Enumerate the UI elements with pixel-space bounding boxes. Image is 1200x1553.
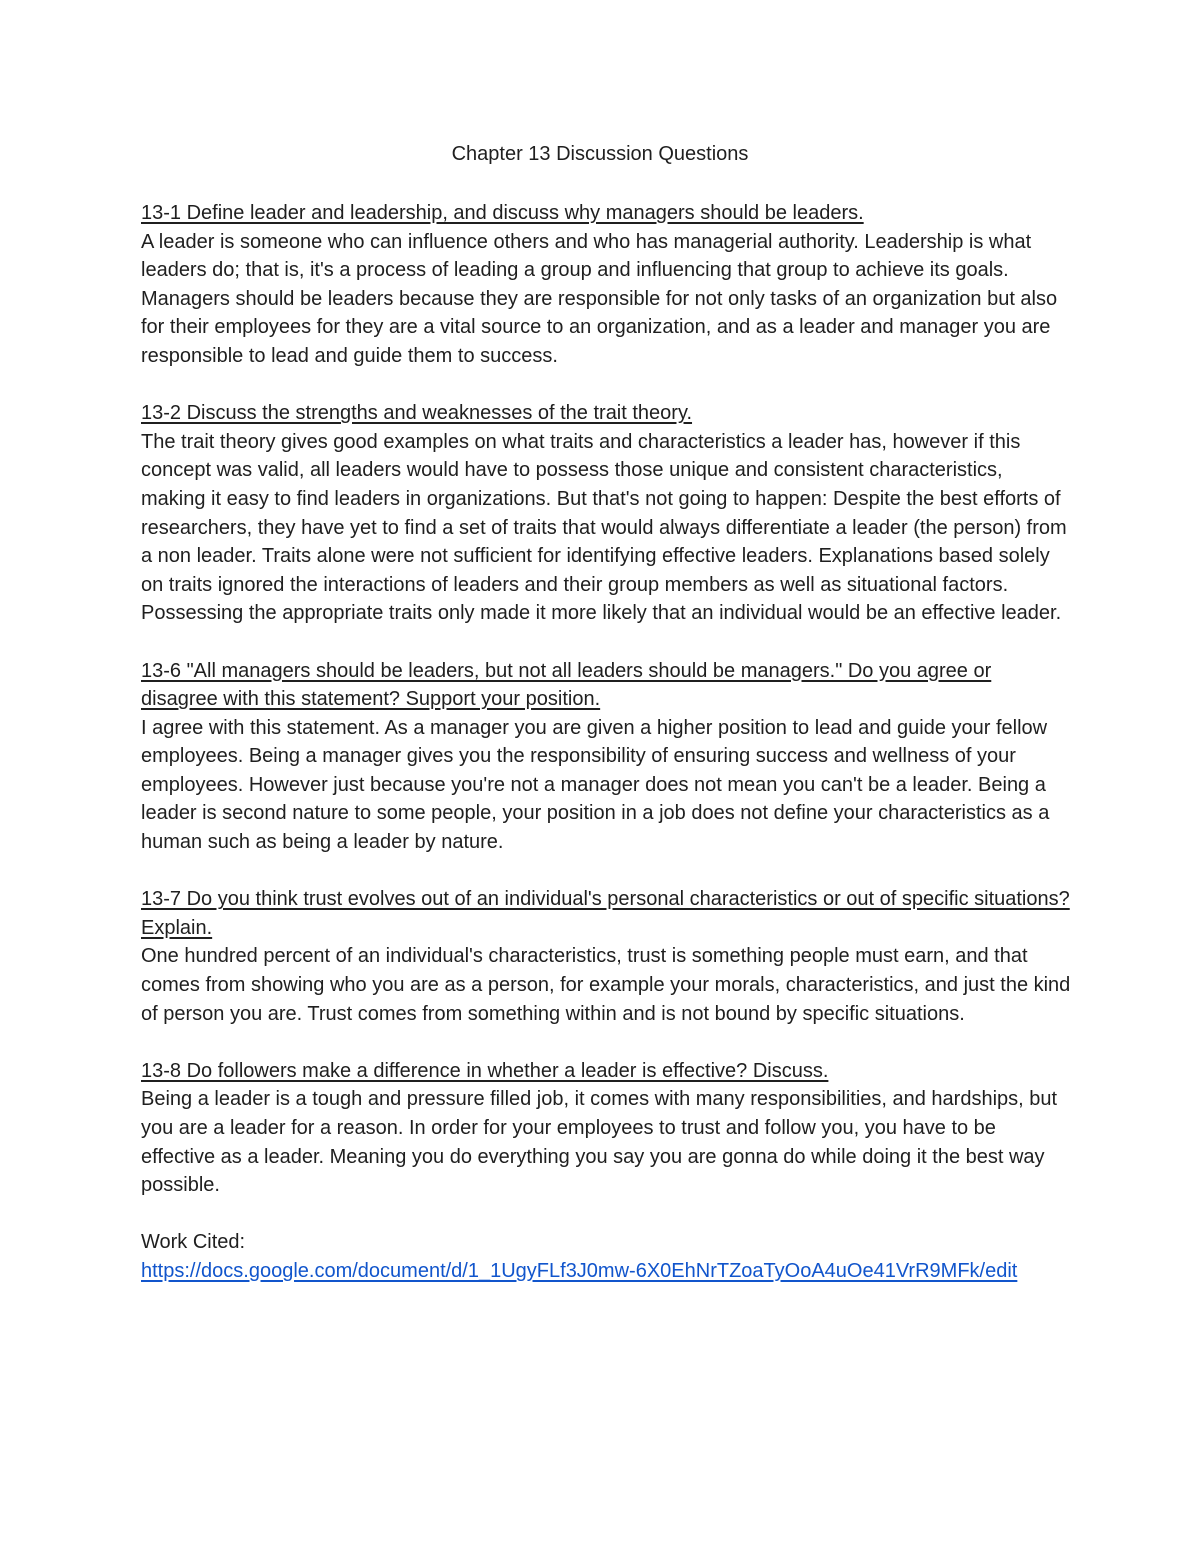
section-13-8 bbox=[141, 1057, 1071, 1200]
answer-13-2: The trait theory gives good examples on what traits and characteristics a leader has, however if this concept was valid, all leaders would have to possess those unique and consistent characteristics, making it easy to find leaders in organizations. But that's not going to happen: Despite the best efforts of researchers, they have yet to find a set of traits that would always differentiate a leader (the person) from a non leader. Traits alone were not sufficient for identifying effective leaders. Explanations based solely on traits ignored the interactions of leaders and their group members as well as situational factors. Possessing the appropriate traits only made it more likely that an individual would be an effective leader. bbox=[141, 430, 1067, 625]
section-13-6 bbox=[141, 657, 1071, 857]
answer-13-7: One hundred percent of an individual's characteristics, trust is something people must earn, and that comes from showing who you are as a person, for example your morals, characteristics, and just the kind of person you are. Trust comes from something within and is not bound by specific situations. bbox=[141, 945, 1071, 1025]
question-13-7: 13-7 Do you think trust evolves out of an individual's personal characteristics or out of specific situations? Explain. bbox=[141, 888, 1070, 939]
document-title: Chapter 13 Discussion Questions bbox=[451, 143, 749, 165]
answer-13-8: Being a leader is a tough and pressure filled job, it comes with many responsibilities, and hardships, but you are a leader for a reason. In order for your employees to trust and follow you, you have to be effective as a leader. Meaning you do everything you say you are gonna do while doing it the best way possible. bbox=[141, 1088, 1058, 1197]
question-13-8: 13-8 Do followers make a difference in whether a leader is effective? Discuss. bbox=[141, 1059, 829, 1082]
answer-13-1: A leader is someone who can influence others and who has managerial authority. Leadership is what leaders do; that is, it's a process of leading a group and influencing that group to achieve its goals. Managers should be leaders because they are responsible for not only tasks of an organization but also for their employees for they are a vital source to an organization, and as a leader and manager you are responsible to lead and guide them to success. bbox=[141, 230, 1058, 367]
question-13-1: 13-1 Define leader and leadership, and discuss why managers should be leaders. bbox=[141, 202, 864, 224]
works-cited-label: Work Cited: bbox=[141, 1231, 246, 1254]
works-cited bbox=[141, 1228, 1071, 1285]
question-13-6: 13-6 "All managers should be leaders, but not all leaders should be managers." Do you agree or disagree with this statement? Support your position. bbox=[141, 659, 992, 711]
section-13-2 bbox=[141, 399, 1071, 628]
document-body bbox=[141, 199, 1071, 1314]
works-cited-link[interactable]: https://docs.google.com/document/d/1_1UgyFLf3J0mw-6X0EhNrTZoaTyOoA4uOe41VrR9MFk/edit bbox=[141, 1259, 1018, 1282]
question-13-2: 13-2 Discuss the strengths and weaknesses of the trait theory. bbox=[141, 402, 693, 425]
section-13-1 bbox=[141, 199, 1071, 371]
answer-13-6: I agree with this statement. As a manager you are given a higher position to lead and guide your fellow employees. Being a manager gives you the responsibility of ensuring success and wellness of your employees. However just because you're not a manager does not mean you can't be a leader. Being a leader is second nature to some people, your position in a job does not define your characteristics as a human such as being a leader by nature. bbox=[141, 716, 1050, 854]
section-13-7 bbox=[141, 885, 1071, 1028]
